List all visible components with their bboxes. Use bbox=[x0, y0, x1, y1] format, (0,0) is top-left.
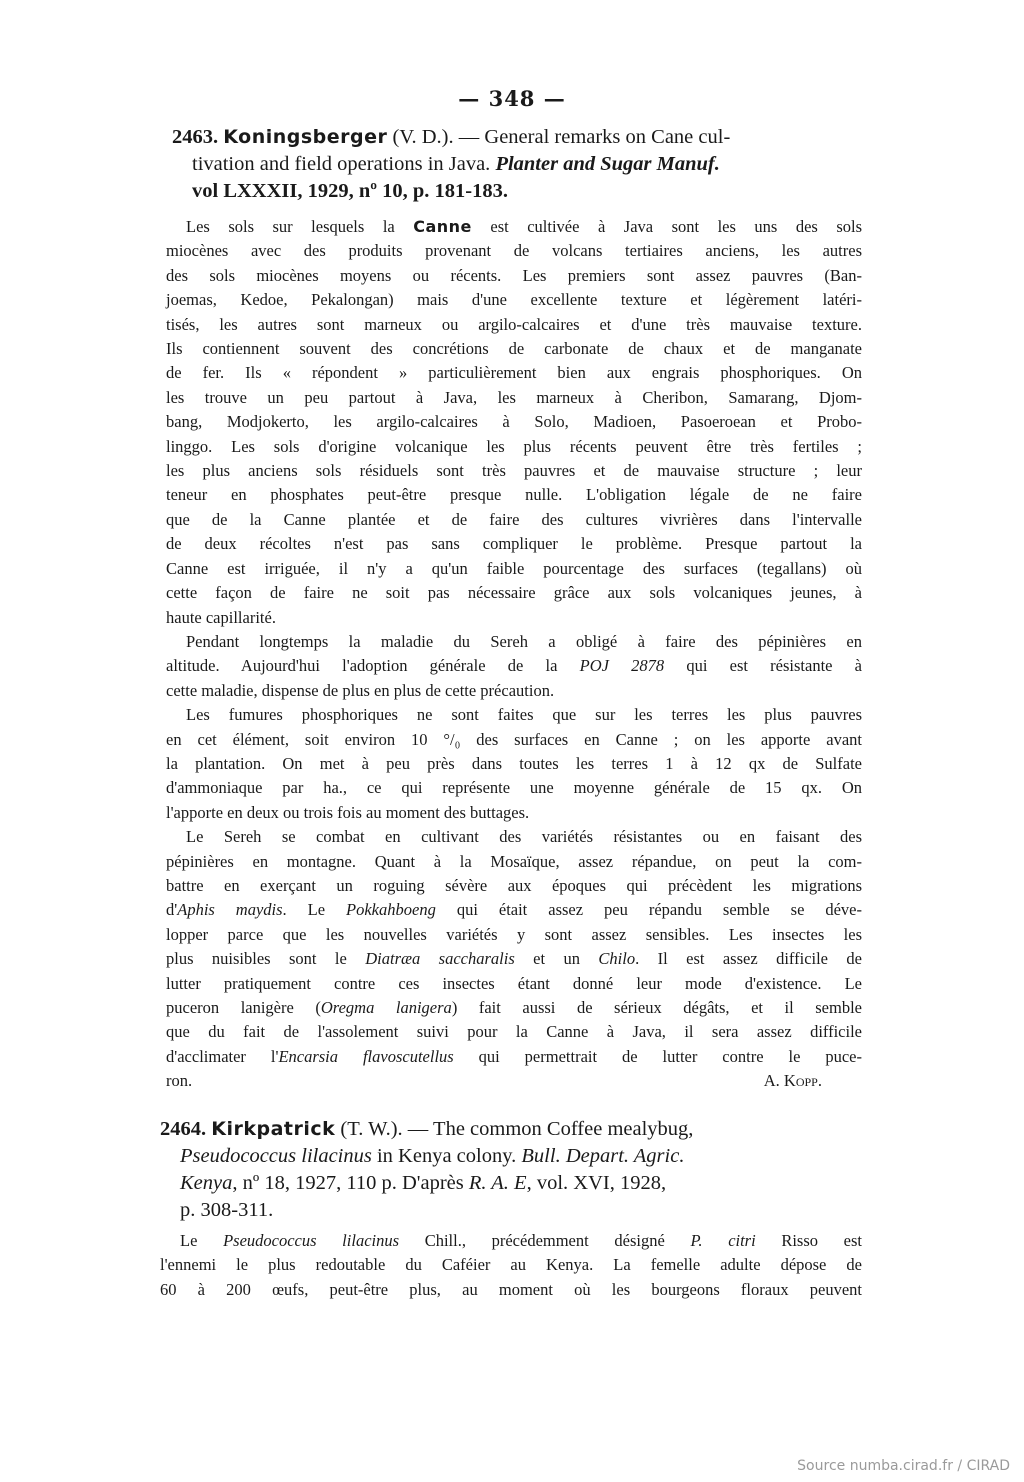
text-line: altitude. Aujourd'hui l'adoption générale de la POJ 2878 qui est résistante à bbox=[166, 656, 863, 676]
entry-journal: Bull. Depart. Agric. bbox=[521, 1145, 685, 1167]
text-line: Le Sereh se combat en cultivant des variétés résistantes ou en faisant des bbox=[186, 827, 862, 847]
source-credit: Source numba.cirad.fr / CIRAD bbox=[797, 1458, 1010, 1474]
text-line: des sols miocènes moyens ou récents. Les premiers sont assez pauvres (Ban- bbox=[166, 265, 862, 285]
text-line: 60 à 200 œufs, peut-être plus, au moment où les bourgeons floraux peuvent bbox=[160, 1279, 862, 1299]
entry-2463-line-1 bbox=[172, 124, 868, 151]
text-line: les trouve un peu partout à Java, les marneux à Cheribon, Samarang, Djom- bbox=[166, 387, 862, 407]
text-line: bang, Modjokerto, les argilo-calcaires à Solo, Madioen, Pasoeroean et Probo- bbox=[166, 412, 862, 432]
text-line: de fer. Ils « répondent » particulièrement bien aux engrais phosphoriques. On bbox=[166, 363, 862, 383]
text-line: lutter pratiquement contre ces insectes étant donné leur mode d'existence. Le bbox=[166, 973, 862, 993]
entry-2463-header bbox=[172, 124, 868, 205]
text-line: puceron lanigère (Oregma lanigera) fait aussi de sérieux dégâts, et il semble bbox=[166, 998, 862, 1017]
entry-initials: (T. W.). — bbox=[335, 1118, 429, 1140]
text-line: de deux récoltes n'est pas sans compliquer le problème. Presque partout la bbox=[166, 534, 862, 554]
entry-2463-line-2 bbox=[172, 151, 868, 178]
text-line: ron. A. Kopp. bbox=[166, 1069, 862, 1093]
text-line: haute capillarité. bbox=[166, 607, 276, 627]
entry-2464-header bbox=[160, 1116, 862, 1224]
text-line: lopper parce que les nouvelles variétés y sont assez sensibles. Les insectes les bbox=[166, 924, 862, 944]
text-line: battre en exerçant un roguing sévère aux époques qui précèdent les migrations bbox=[166, 875, 862, 895]
author-signature: A. Kopp. bbox=[763, 1071, 822, 1091]
entry-author: Kirkpatrick bbox=[211, 1118, 336, 1140]
entry-2464-line-3: Kenya, nº 18, 1927, 110 p. D'après R. A. E, vol. XVI, 1928, bbox=[180, 1172, 667, 1194]
entry-2464-line-4: p. 308-311. bbox=[180, 1199, 274, 1221]
text-line: pépinières en montagne. Quant à la Mosaïque, assez répandue, on peut la com- bbox=[166, 851, 862, 871]
entry-number: 2463. bbox=[172, 126, 219, 148]
text-line: d'acclimater l'Encarsia flavoscutellus qui permettrait de lutter contre le puce- bbox=[166, 1046, 862, 1066]
entry-number: 2464. bbox=[160, 1118, 207, 1140]
text-line: Le Pseudococcus lilacinus Chill., précédemment désigné P. citri Risso est bbox=[180, 1231, 863, 1250]
entry-2463-abstract bbox=[166, 215, 862, 1094]
text-line: Les fumures phosphoriques ne sont faites que sur les terres les plus pauvres bbox=[186, 705, 862, 725]
text-line: les plus anciens sols résiduels sont très pauvres et de mauvaise structure ; leur bbox=[166, 461, 862, 481]
text-line: plus nuisibles sont le Diatræa saccharalis et un Chilo. Il est assez difficile de bbox=[166, 949, 862, 969]
entry-reference: vol LXXXII, 1929, nº 10, p. 181-183. bbox=[192, 180, 509, 202]
text-line: d'Aphis maydis. Le Pokkahboeng qui était assez peu répandu semble se déve- bbox=[166, 900, 863, 920]
text-line: en cet élément, soit environ 10 °/₀ des surfaces en Canne ; on les apporte avant bbox=[166, 729, 862, 749]
text-line: l'ennemi le plus redoutable du Caféier au Kenya. La femelle adulte dépose de bbox=[160, 1255, 862, 1275]
page-number: — 348 — bbox=[458, 86, 566, 111]
entry-journal: Planter and Sugar Manuf. bbox=[495, 153, 720, 175]
entry-species: Pseudococcus lilacinus bbox=[180, 1145, 372, 1167]
text-line: tisés, les autres sont marneux ou argilo-calcaires et d'une très mauvaise texture. bbox=[166, 314, 862, 334]
entry-title: General remarks on Cane cul- bbox=[479, 126, 731, 148]
text-line: cette façon de faire ne soit pas nécessaire grâce aux sols volcaniques jeunes, à bbox=[166, 583, 862, 603]
text-line: l'apporte en deux ou trois fois au moment des buttages. bbox=[166, 802, 530, 822]
entry-2464-abstract bbox=[160, 1229, 862, 1302]
text-line: miocènes avec des produits provenant de volcans tertiaires anciens, les autres bbox=[166, 241, 862, 261]
entry-2464-line-2: Pseudococcus lilacinus in Kenya colony. Bull. Depart. Agric. bbox=[180, 1145, 685, 1167]
text-line: cette maladie, dispense de plus en plus de cette précaution. bbox=[166, 680, 555, 700]
text-line: d'ammoniaque par ha., ce qui représente une moyenne générale de 15 qx. On bbox=[166, 778, 862, 798]
text-line: que de la Canne plantée et de faire des cultures vivrières dans l'intervalle bbox=[166, 509, 862, 529]
entry-author: Koningsberger bbox=[223, 126, 388, 148]
text-line: Pendant longtemps la maladie du Sereh a obligé à faire des pépinières en bbox=[186, 631, 862, 651]
text-line: que du fait de l'assolement suivi pour la Canne à Java, il sera assez difficile bbox=[166, 1022, 862, 1042]
entry-2464-line-1 bbox=[160, 1116, 862, 1143]
entry-initials: (V. D.). — bbox=[387, 126, 480, 148]
text-line: Ils contiennent souvent des concrétions de carbonate de chaux et de manganate bbox=[166, 339, 862, 359]
text-line: joemas, Kedoe, Pekalongan) mais d'une excellente texture et légèrement latéri- bbox=[166, 290, 862, 310]
entry-title: The common Coffee mealybug, bbox=[428, 1118, 694, 1140]
text-line: Les sols sur lesquels la Canne est cultivée à Java sont les uns des sols bbox=[186, 217, 863, 236]
text-line: Canne est irriguée, il n'y a qu'un faible pourcentage des surfaces (tegallans) où bbox=[166, 558, 862, 578]
text-line: teneur en phosphates peut-être presque nulle. L'obligation légale de ne faire bbox=[166, 485, 862, 505]
text-line: la plantation. On met à peu près dans toutes les terres 1 à 12 qx de Sulfate bbox=[166, 753, 862, 773]
text-line: linggo. Les sols d'origine volcanique les plus récents peuvent être très fertiles ; bbox=[166, 436, 862, 456]
entry-title-cont: tivation and field operations in Java. bbox=[192, 153, 491, 175]
